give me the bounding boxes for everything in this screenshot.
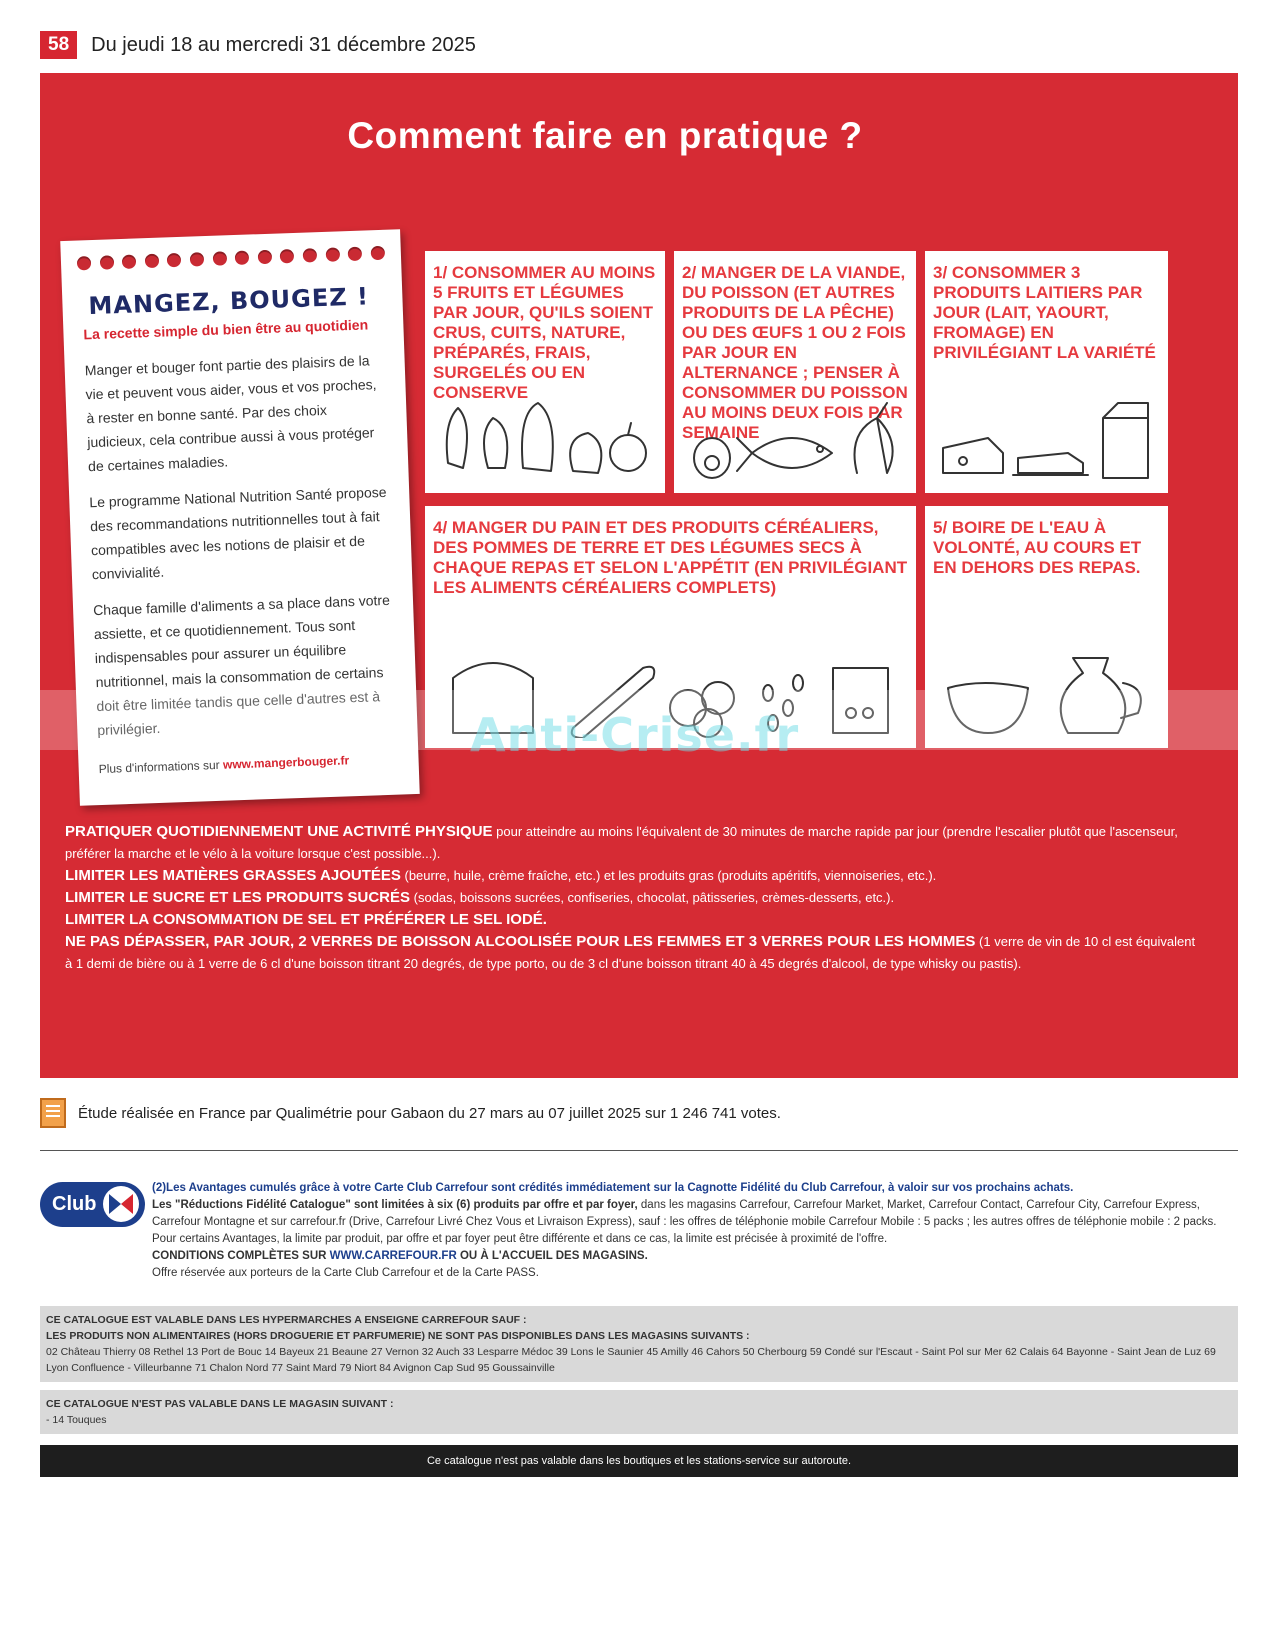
note-spiral-holes xyxy=(77,246,385,275)
tip-box-fruits-vegetables xyxy=(425,251,665,493)
vegetables-fruits-drawing-icon xyxy=(433,383,657,483)
note-subtitle: La recette simple du bien être au quotidien xyxy=(83,316,369,343)
guideline-item: NE PAS DÉPASSER, PAR JOUR, 2 VERRES DE BOISSON ALCOOLISÉE POUR LES FEMMES ET 3 VERRES POUR LES HOMMES (1 verre de vin de 10 cl est équivalent à 1 demi de bière ou à 1 verre de 6 cl d'une boisson titrant 20 degrés, de type porto, ou de 3 cl d'une boisson titrant 40 à 45 degrés d'alcool, de type whisky ou pastis). xyxy=(65,933,1196,971)
note-title: MANGEZ, BOUGEZ ! xyxy=(88,282,370,321)
validity-box: CE CATALOGUE EST VALABLE DANS LES HYPERMARCHES A ENSEIGNE CARREFOUR SAUF : LES PRODUITS NON ALIMENTAIRES (HORS DROGUERIE ET PARFUMERIE) NE SONT PAS DISPONIBLES DANS LES MAGASINS SUIVANTS : 02 Château Thierry 08 Rethel 13 Port de Bouc 14 Bayeux 21 Beaune 27 Vernon 32 Auch 33 Lesparre Médoc 39 Lons le Saunier 45 Amilly 46 Cahors 50 Cherbourg 59 Condé sur l'Escaut - Saint Pol sur Mer 62 Calais 64 Bayonne - Saint Jean de Luz 69 Lyon Confluence - Villeurbanne 71 Chalon Nord 77 Saint Mard 79 Niort 84 Avignon Cap Sud 95 Goussainville xyxy=(40,1306,1238,1382)
study-note xyxy=(40,1098,781,1128)
note-paragraph: Chaque famille d'aliments a sa place dans votre assiette, et ce quotidiennement. Tous sont indispensables pour assurer un équilibre nutritionnel, mais la consommation de certains doit être limitée tandis que celle d'autres est à privilégier. xyxy=(92,591,391,739)
watermark-text: Anti-Crise.fr xyxy=(470,708,800,762)
nutrition-panel xyxy=(40,73,1238,1078)
tip-box-dairy xyxy=(925,251,1168,493)
study-text: Étude réalisée en France par Qualimétrie pour Gabaon du 27 mars au 07 juillet 2025 sur 1 246 741 votes. xyxy=(78,1104,781,1122)
note-paragraph: Le programme National Nutrition Santé propose des recommandations nutritionnelles tout à fait compatibles avec les notions de plaisir et de convivialité. xyxy=(89,483,387,583)
carrefour-logo-icon xyxy=(103,1186,139,1222)
page-header xyxy=(40,30,476,60)
club-carrefour-logo: Club xyxy=(40,1182,145,1227)
panel-title: Comment faire en pratique ? xyxy=(347,115,863,156)
clipboard-icon xyxy=(40,1098,66,1128)
tip-text: 3/ CONSOMMER 3 PRODUITS LAITIERS PAR JOUR (LAIT, YAOURT, FROMAGE) EN PRIVILÉGIANT LA VARIÉTÉ xyxy=(933,263,1156,362)
note-paragraph: Manger et bouger font partie des plaisirs de la vie et peuvent vous aider, vous et vos proches, à rester en bonne santé. Par des choix judicieux, cela contribue aussi à vous protéger de certaines maladies. xyxy=(84,352,377,475)
more-info xyxy=(98,752,398,776)
club-legal-text: (2)Les Avantages cumulés grâce à votre Carte Club Carrefour sont crédités immédiatement sur la Cagnotte Fidélité du Club Carrefour, à valoir sur vos prochains achats. Les "Réductions Fidélité Catalogue" sont limitées à six (6) produits par offre et par foyer, dans les magasins Carrefour, Carrefour Market, Market, Carrefour Contact, Carrefour City, Carrefour Express, Carrefour Montagne et sur carrefour.fr (Drive, Carrefour Livré Chez Vous et Livraison Express), sauf : les offres de téléphonie mobile Carrefour Mobile : 5 packs ; les autres offres de téléphonie mobile : 2 packs. Pour certains Avantages, la limite par produit, par offre et par foyer peut être différente et dans ce cas, la limite est précisée à proximité de l'offre. CONDITIONS COMPLÈTES SUR WWW.CARREFOUR.FR OU À L'ACCUEIL DES MAGASINS. Offre réservée aux porteurs de la Carte Club Carrefour et de la Carte PASS. xyxy=(152,1182,1217,1279)
mangerbouger-link[interactable]: www.mangerbouger.fr xyxy=(222,753,350,772)
guideline-item: LIMITER LES MATIÈRES GRASSES AJOUTÉES (beurre, huile, crème fraîche, etc.) et les produits gras (produits apéritifs, viennoiseries, etc.). xyxy=(65,867,937,884)
dairy-drawing-icon xyxy=(933,383,1160,483)
date-range: Du jeudi 18 au mercredi 31 décembre 2025 xyxy=(91,33,476,56)
tip-text: 2/ MANGER DE LA VIANDE, DU POISSON (ET AUTRES PRODUITS DE LA PÊCHE) OU DES ŒUFS 1 OU 2 FOIS PAR JOUR EN ALTERNANCE ; PENSER À CONSOMMER DU POISSON AU MOINS DEUX FOIS PAR SEMAINE xyxy=(682,263,908,442)
tip-text: 4/ MANGER DU PAIN ET DES PRODUITS CÉRÉALIERS, DES POMMES DE TERRE ET DES LÉGUMES SECS À CHAQUE REPAS ET SELON L'APPÉTIT (EN PRIVILÉGIANT LES ALIMENTS CÉRÉALIERS COMPLETS) xyxy=(433,518,908,597)
guideline-item: LIMITER LE SUCRE ET LES PRODUITS SUCRÉS (sodas, boissons sucrées, confiseries, chocolat, pâtisseries, crèmes-desserts, etc.). xyxy=(65,889,895,906)
tip-box-meat-fish-eggs xyxy=(674,251,916,493)
guideline-item: LIMITER LA CONSOMMATION DE SEL ET PRÉFÉRER LE SEL IODÉ. xyxy=(65,911,547,928)
divider xyxy=(40,1150,1238,1151)
tip-text: 1/ CONSOMMER AU MOINS 5 FRUITS ET LÉGUMES PAR JOUR, QU'ILS SOIENT CRUS, CUITS, NATURE, PRÉPARÉS, FRAIS, SURGELÉS OU EN CONSERVE xyxy=(433,263,656,402)
meat-fish-egg-drawing-icon xyxy=(682,383,908,483)
footer-text: Ce catalogue n'est pas valable dans les boutiques et les stations-service sur autoroute. xyxy=(426,1455,851,1467)
tip-text: 5/ BOIRE DE L'EAU À VOLONTÉ, AU COURS ET EN DEHORS DES REPAS. xyxy=(933,518,1142,577)
footer-bar xyxy=(40,1445,1238,1477)
carrefour-website-link[interactable]: WWW.CARREFOUR.FR xyxy=(329,1250,457,1262)
guidelines xyxy=(65,821,1205,975)
guideline-item: PRATIQUER QUOTIDIENNEMENT UNE ACTIVITÉ PHYSIQUE pour atteindre au moins l'équivalent de 30 minutes de marche rapide par jour (prendre l'escalier plutôt que l'ascenseur, préférer la marche et le vélo à la voiture lorsque c'est possible...). xyxy=(65,823,1178,861)
more-info-label: Plus d'informations sur xyxy=(98,757,220,777)
page-number: 58 xyxy=(40,31,77,59)
not-valid-box: CE CATALOGUE N'EST PAS VALABLE DANS LE MAGASIN SUIVANT : - 14 Touques xyxy=(40,1390,1238,1434)
